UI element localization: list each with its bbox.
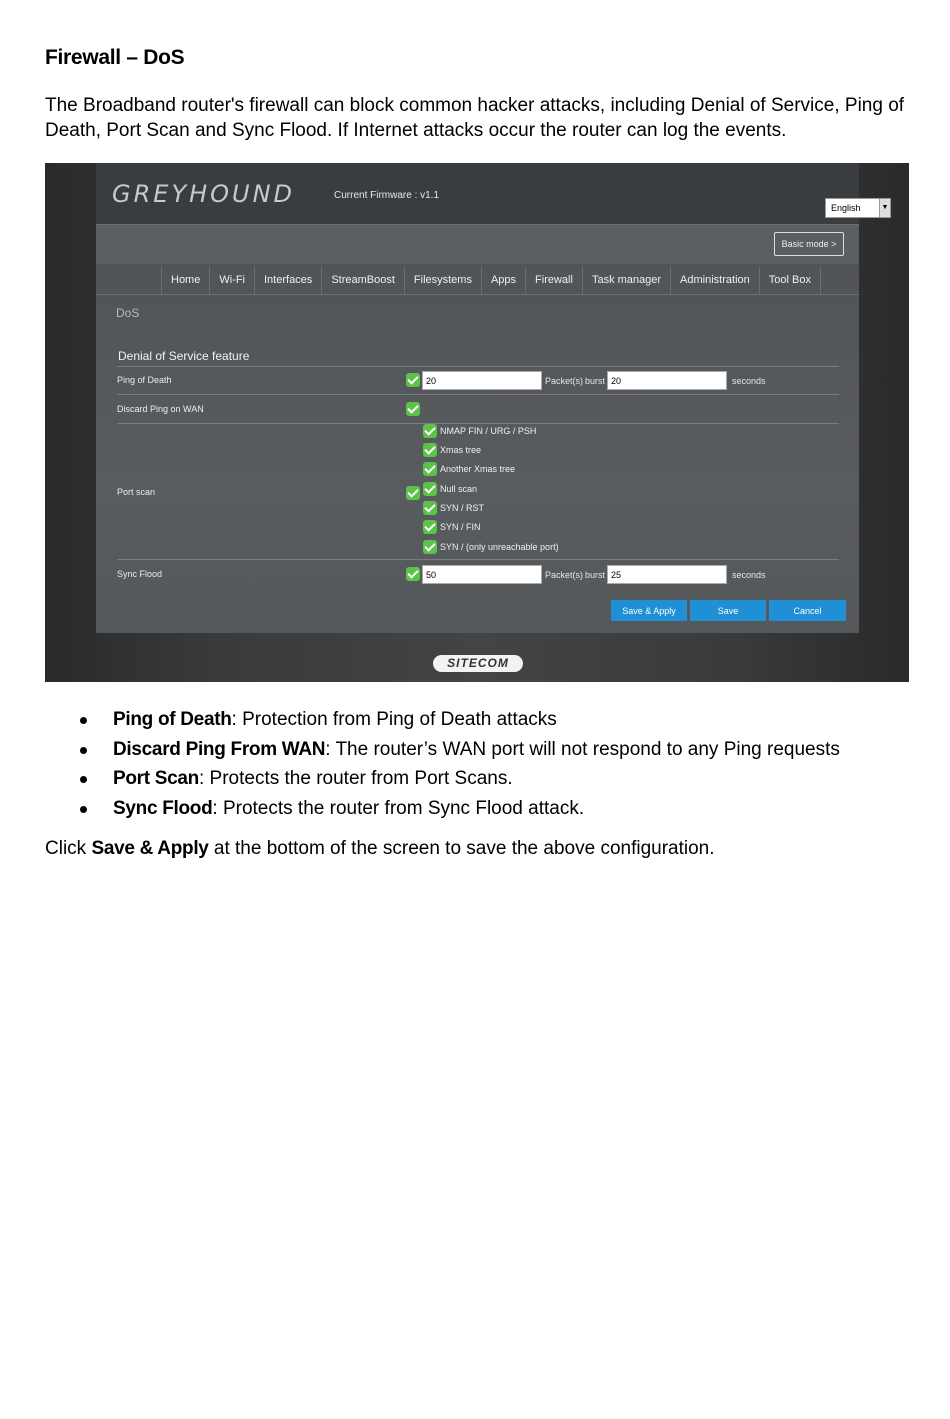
syn-fin-label: SYN / FIN	[440, 522, 481, 532]
nav-streamboost[interactable]: StreamBoost	[322, 267, 405, 294]
basic-mode-button[interactable]: Basic mode >	[774, 232, 844, 256]
router-screenshot	[45, 163, 909, 682]
ping-of-death-packets-unit: Packet(s)	[545, 376, 584, 386]
list-item	[80, 794, 930, 824]
discard-ping-checkbox[interactable]	[406, 402, 420, 416]
sync-flood-burst-input[interactable]: 25	[607, 565, 727, 584]
dos-panel	[96, 264, 859, 633]
nav-apps[interactable]: Apps	[482, 267, 526, 294]
sync-flood-packets-input[interactable]: 50	[422, 565, 542, 584]
nav-home[interactable]: Home	[161, 267, 210, 294]
closing-bold: Save & Apply	[91, 838, 209, 859]
language-select[interactable]	[825, 198, 891, 218]
language-value: English	[831, 203, 861, 213]
save-apply-button[interactable]: Save & Apply	[611, 600, 687, 621]
nav-firewall[interactable]: Firewall	[526, 267, 583, 294]
ping-of-death-seconds-unit: seconds	[732, 376, 766, 386]
cancel-button[interactable]: Cancel	[769, 600, 846, 621]
null-scan-label: Null scan	[440, 484, 478, 494]
sync-flood-seconds-unit: seconds	[732, 570, 766, 580]
router-header	[96, 163, 889, 224]
sitecom-logo: SITECOM	[433, 655, 523, 672]
list-item	[80, 764, 930, 794]
closing-paragraph	[45, 838, 715, 860]
xmas-tree-checkbox[interactable]	[423, 443, 437, 457]
list-item	[80, 735, 930, 765]
chevron-down-icon: ▼	[879, 199, 890, 217]
nav-toolbox[interactable]: Tool Box	[760, 267, 821, 294]
group-title: Denial of Service feature	[118, 349, 250, 363]
nav-filesystems[interactable]: Filesystems	[405, 267, 482, 294]
firmware-version: Current Firmware : v1.1	[334, 190, 440, 201]
nav-administration[interactable]: Administration	[671, 267, 760, 294]
bullet-term: Ping of Death	[113, 709, 232, 730]
divider	[117, 559, 839, 560]
ping-of-death-checkbox[interactable]	[406, 373, 420, 387]
section-title: DoS	[116, 306, 140, 320]
divider	[117, 423, 839, 424]
another-xmas-tree-checkbox[interactable]	[423, 462, 437, 476]
sync-flood-packets-unit: Packet(s)	[545, 570, 584, 580]
sync-flood-label: Sync Flood	[117, 569, 163, 579]
divider	[117, 394, 839, 395]
ping-of-death-burst-input[interactable]: 20	[607, 371, 727, 390]
syn-fin-checkbox[interactable]	[423, 520, 437, 534]
feature-list	[80, 705, 930, 823]
syn-unreachable-checkbox[interactable]	[423, 540, 437, 554]
xmas-tree-label: Xmas tree	[440, 445, 482, 455]
syn-rst-checkbox[interactable]	[423, 501, 437, 515]
discard-ping-label: Discard Ping on WAN	[117, 404, 204, 414]
bullet-desc: : Protects the router from Port Scans.	[199, 768, 513, 789]
sync-flood-burst-label: burst	[585, 570, 606, 580]
nav-wifi[interactable]: Wi-Fi	[210, 267, 255, 294]
bullet-desc: : The router’s WAN port will not respond to any Ping requests	[325, 738, 840, 760]
nav-divider	[96, 294, 859, 295]
ping-of-death-burst-label: burst	[585, 376, 606, 386]
ping-of-death-packets-input[interactable]: 20	[422, 371, 542, 390]
nmap-checkbox[interactable]	[423, 424, 437, 438]
nav-interfaces[interactable]: Interfaces	[255, 267, 322, 294]
bullet-term: Discard Ping From WAN	[113, 738, 326, 760]
bullet-desc: : Protection from Ping of Death attacks	[231, 709, 557, 730]
page-title: Firewall – DoS	[45, 46, 185, 69]
closing-pre: Click	[45, 838, 92, 859]
port-scan-label: Port scan	[117, 487, 156, 497]
divider	[117, 366, 839, 367]
greyhound-logo: GREYHOUND	[112, 180, 296, 208]
syn-unreachable-label: SYN / (only unreachable port)	[440, 542, 559, 552]
bullet-term: Sync Flood	[113, 797, 213, 819]
nmap-label: NMAP FIN / URG / PSH	[440, 426, 537, 436]
closing-post: at the bottom of the screen to save the above configuration.	[208, 838, 715, 859]
main-nav	[161, 267, 821, 294]
bullet-desc: : Protects the router from Sync Flood attack.	[212, 797, 585, 819]
nav-task-manager[interactable]: Task manager	[583, 267, 671, 294]
mode-bar	[96, 224, 859, 264]
list-item	[80, 705, 930, 735]
ping-of-death-label: Ping of Death	[117, 375, 172, 385]
save-button[interactable]: Save	[690, 600, 766, 621]
sync-flood-checkbox[interactable]	[406, 567, 420, 581]
syn-rst-label: SYN / RST	[440, 503, 485, 513]
bullet-term: Port Scan	[113, 768, 199, 789]
null-scan-checkbox[interactable]	[423, 482, 437, 496]
intro-paragraph: The Broadband router's firewall can block common hacker attacks, including Denial of Service, Ping of Death, Port Scan and Sync Flood. If Internet attacks occur the router can log the events.	[45, 95, 905, 141]
port-scan-checkbox[interactable]	[406, 486, 420, 500]
another-xmas-tree-label: Another Xmas tree	[440, 464, 516, 474]
